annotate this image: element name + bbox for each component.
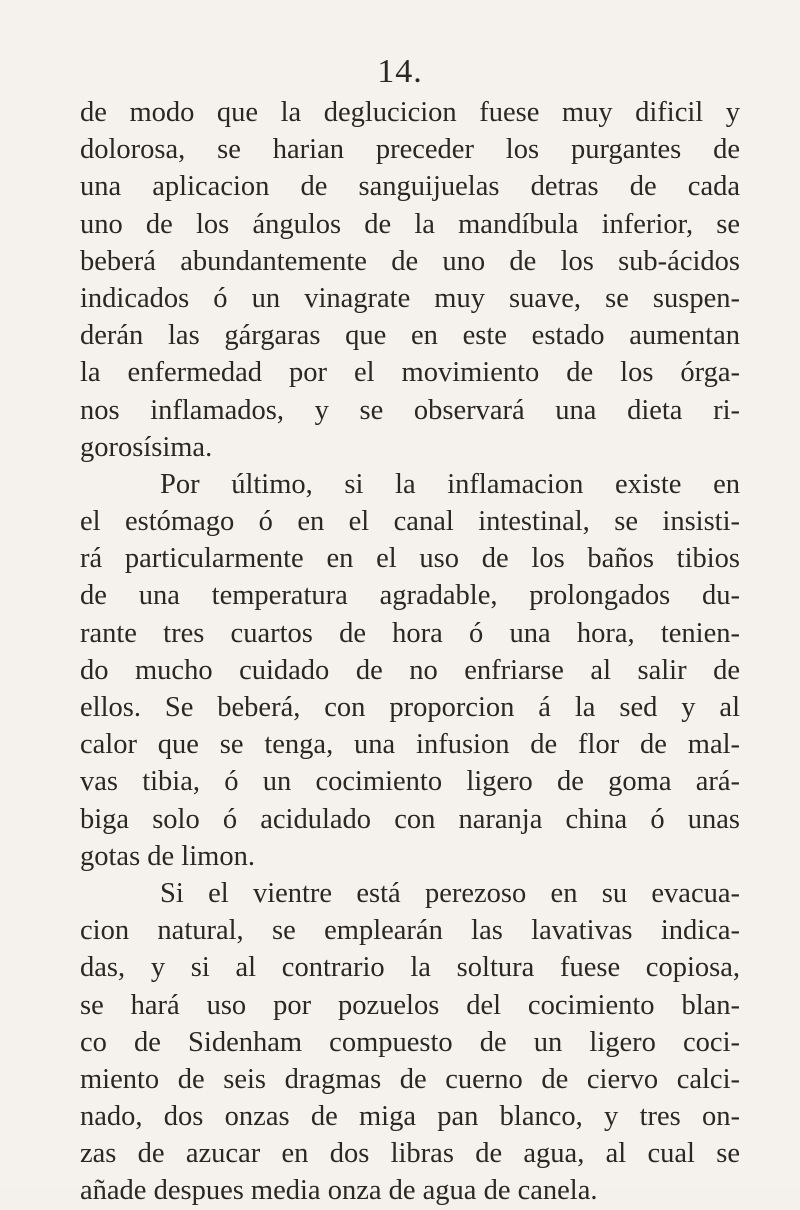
text-line: do mucho cuidado de no enfriarse al salir de: [80, 654, 740, 686]
page-number: 14.: [377, 53, 423, 90]
text-line: ellos. Se beberá, con proporcion á la sed y al: [80, 692, 740, 723]
text-line: miento de seis dragmas de cuerno de ciervo calci-: [80, 1063, 740, 1095]
text-line: indicados ó un vinagrate muy suave, se suspen-: [80, 282, 740, 314]
text-line: nado, dos onzas de miga pan blanco, y tres on-: [80, 1101, 740, 1133]
text-line: rante tres cuartos de hora ó una hora, tenien-: [80, 617, 740, 649]
paragraph-end-line: añade despues media onza de agua de canela.: [80, 1175, 598, 1207]
text-line: co de Sidenham compuesto de un ligero coci-: [80, 1026, 740, 1058]
text-line: la enfermedad por el movimiento de los órga-: [80, 357, 740, 389]
paragraph-end-line: gorosísima.: [80, 431, 213, 463]
text-line: de modo que la deglucicion fuese muy dificil y: [80, 97, 740, 128]
text-line: zas de azucar en dos libras de agua, al cual se: [80, 1138, 740, 1170]
text-line: una aplicacion de sanguijuelas detras de cada: [80, 171, 740, 203]
paragraph-start-line: Si el vientre está perezoso en su evacua-: [160, 877, 740, 909]
text-line: dolorosa, se harian preceder los purgantes de: [80, 134, 740, 166]
text-line: derán las gárgaras que en este estado aumentan: [80, 320, 740, 352]
text-line: calor que se tenga, una infusion de flor de mal-: [80, 729, 740, 761]
text-line: vas tibia, ó un cocimiento ligero de goma ará-: [80, 766, 740, 798]
text-line: uno de los ángulos de la mandíbula inferior, se: [80, 208, 740, 240]
text-line: el estómago ó en el canal intestinal, se insisti-: [80, 506, 740, 538]
text-line: beberá abundantemente de uno de los sub-ácidos: [80, 245, 740, 277]
body-text: [80, 94, 740, 1210]
paragraph-start-line: Por último, si la inflamacion existe en: [160, 468, 740, 500]
text-line: das, y si al contrario la soltura fuese copiosa,: [80, 952, 740, 984]
text-line: biga solo ó acidulado con naranja china ó unas: [80, 803, 740, 835]
text-line: se hará uso por pozuelos del cocimiento blan-: [80, 989, 740, 1021]
text-line: nos inflamados, y se observará una dieta ri-: [80, 394, 740, 426]
text-line: cion natural, se emplearán las lavativas indica-: [80, 915, 740, 947]
paragraph-end-line: gotas de limon.: [80, 840, 255, 872]
text-line: de una temperatura agradable, prolongados du-: [80, 580, 740, 612]
text-line: rá particularmente en el uso de los baños tibios: [80, 543, 740, 575]
